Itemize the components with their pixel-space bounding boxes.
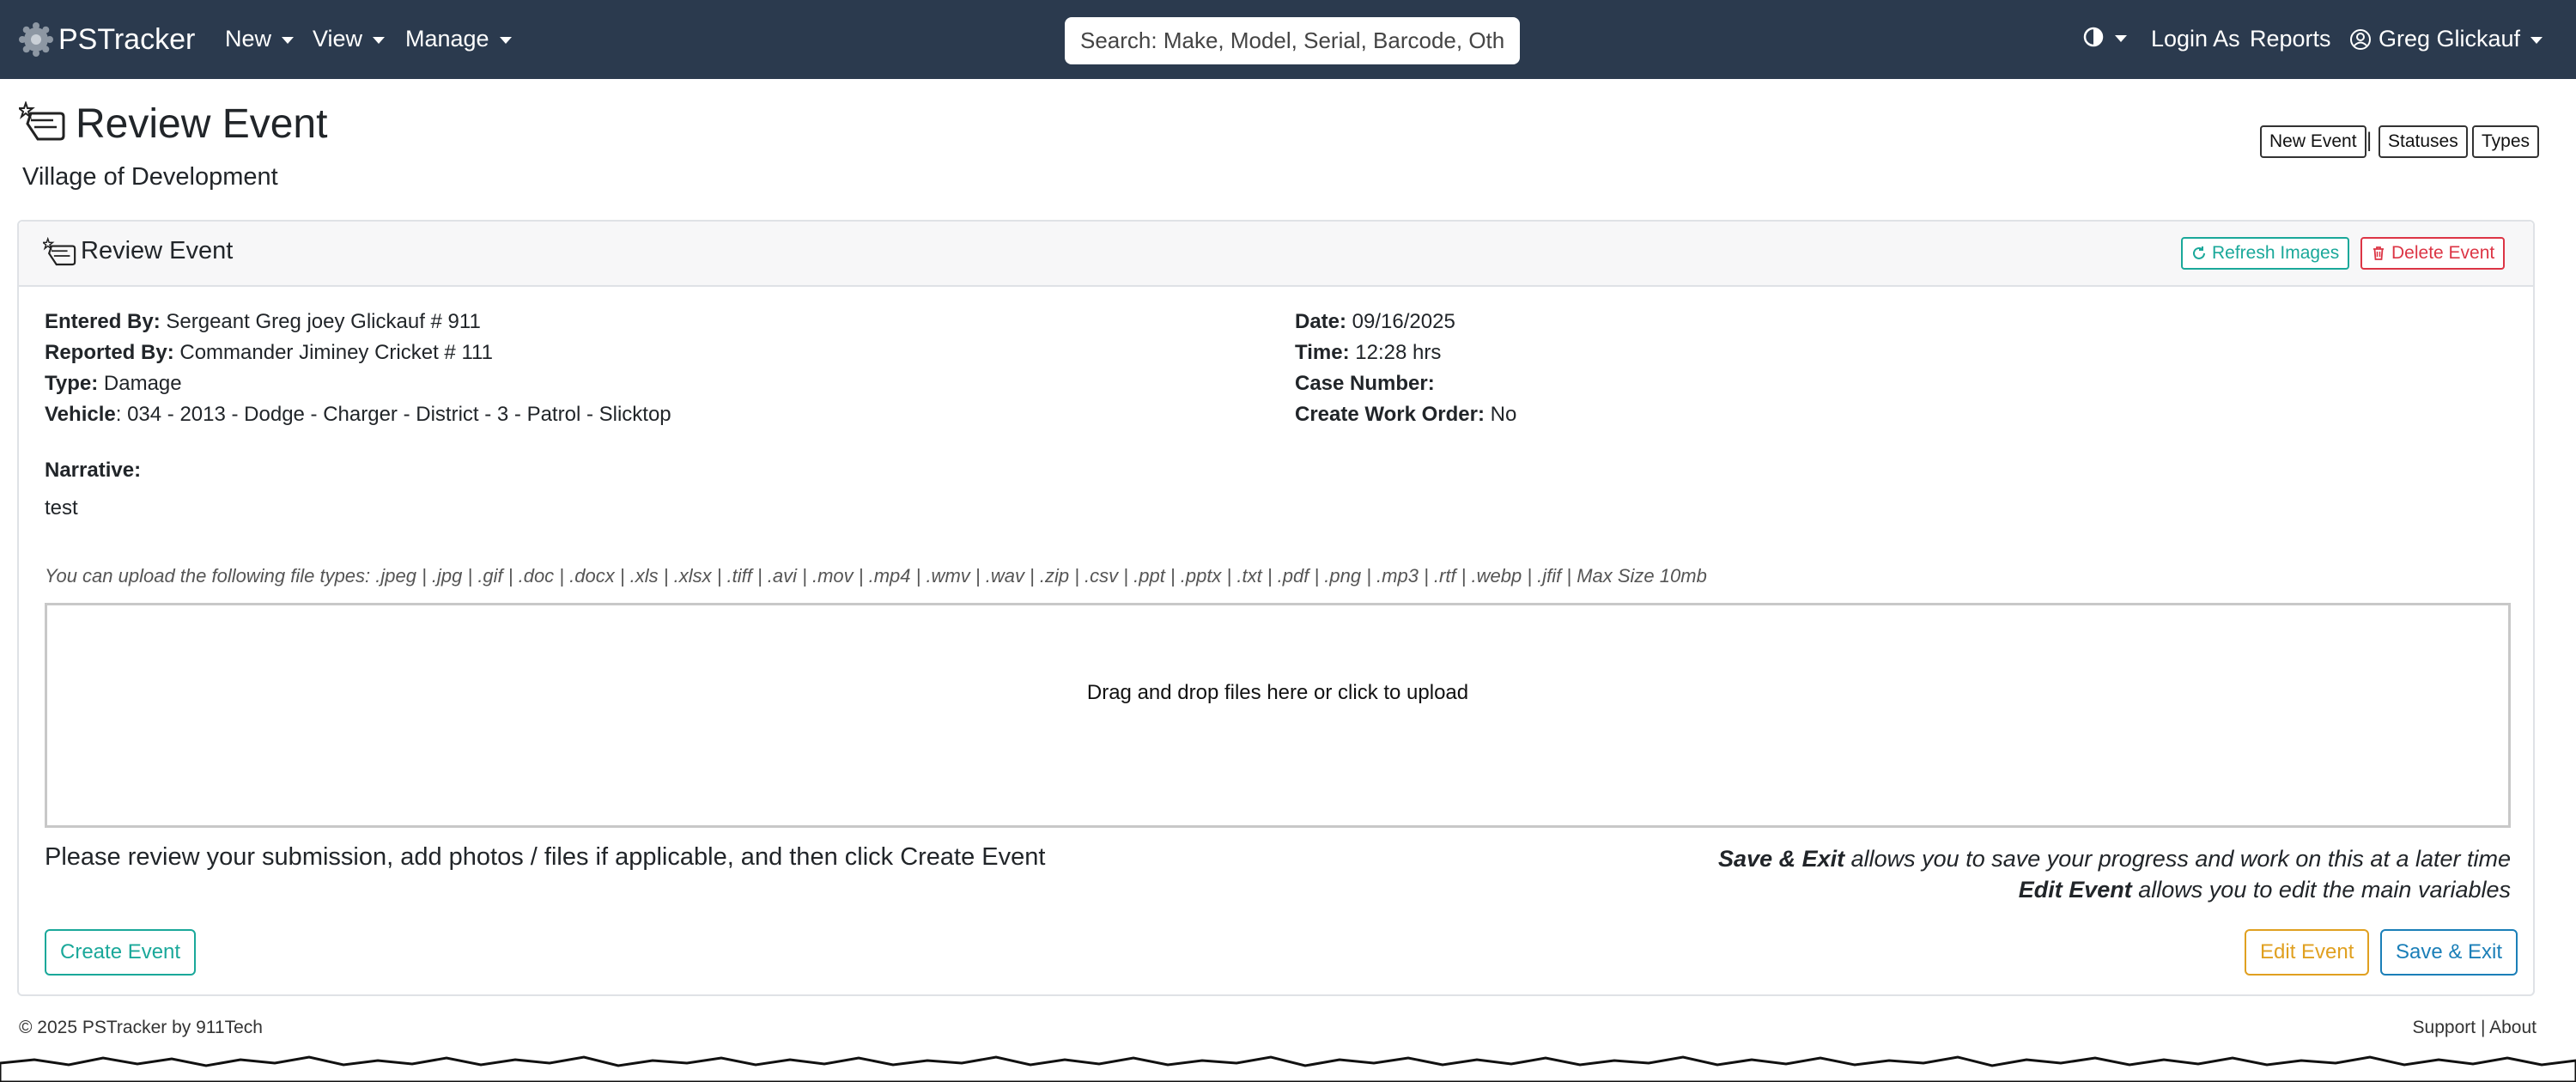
date-row xyxy=(1295,309,1455,335)
nav-new-label: New xyxy=(225,26,272,52)
edit-event-button[interactable]: Edit Event xyxy=(2245,929,2369,976)
file-dropzone[interactable] xyxy=(45,603,2511,828)
refresh-icon xyxy=(2191,246,2207,261)
detail-value: : 034 - 2013 - Dodge - Charger - District - 3 - Patrol - Slicktop xyxy=(115,403,671,426)
footer-links xyxy=(2413,1018,2537,1038)
agency-name: Village of Development xyxy=(22,163,278,191)
type-row xyxy=(45,371,182,397)
refresh-images-label: Refresh Images xyxy=(2212,243,2340,263)
entered-by-row xyxy=(45,309,481,335)
trash-icon xyxy=(2371,246,2386,261)
about-link[interactable]: About xyxy=(2489,1018,2537,1037)
narrative-text: test xyxy=(45,496,78,520)
detail-label: Create Work Order: xyxy=(1295,403,1485,426)
search-input[interactable] xyxy=(1065,17,1520,64)
nav-manage-dropdown[interactable] xyxy=(405,26,512,52)
brand-link[interactable] xyxy=(19,19,195,60)
user-circle-icon xyxy=(2349,28,2372,51)
brand-name: PSTracker xyxy=(58,22,196,56)
top-navbar xyxy=(0,0,2576,79)
action-notes xyxy=(1718,843,2511,905)
event-icon xyxy=(19,101,67,141)
allowed-file-types: You can upload the following file types: .jpeg | .jpg | .gif | .doc | .docx | .xls | .xlsx | .tiff | .avi | .mov | .mp4 | .wmv | .wav | .zip | .csv | .ppt | .pptx | .txt | .pdf | .png | .mp3 | .rtf | .webp | .jfif | Max Size 10mb xyxy=(45,565,1707,587)
detail-value: Commander Jiminey Cricket # 111 xyxy=(173,341,493,364)
nav-view-label: View xyxy=(313,26,363,52)
vehicle-row xyxy=(45,402,671,428)
detail-value: No xyxy=(1484,403,1517,426)
user-name: Greg Glickauf xyxy=(2379,26,2521,52)
footer-separator: | xyxy=(2480,1018,2486,1037)
detail-label: Reported By: xyxy=(45,341,174,364)
reported-by-row xyxy=(45,340,493,366)
button-separator: | xyxy=(2366,129,2372,152)
chevron-down-icon xyxy=(282,37,294,44)
detail-value: 09/16/2025 xyxy=(1346,310,1455,333)
dropzone-text: Drag and drop files here or click to upload xyxy=(1086,681,1469,704)
page-title: Review Event xyxy=(76,101,328,147)
review-instructions: Please review your submission, add photos / files if applicable, and then click Create Event xyxy=(45,843,1046,871)
chevron-down-icon xyxy=(500,37,512,44)
chevron-down-icon xyxy=(2530,37,2543,44)
types-button[interactable]: Types xyxy=(2472,125,2539,158)
refresh-images-button[interactable] xyxy=(2181,237,2349,270)
save-exit-note xyxy=(1718,843,2511,874)
nav-view-dropdown[interactable] xyxy=(313,26,385,52)
delete-event-button[interactable] xyxy=(2360,237,2505,270)
event-icon xyxy=(43,237,77,266)
reports-link[interactable]: Reports xyxy=(2250,26,2331,52)
delete-event-label: Delete Event xyxy=(2391,243,2495,263)
detail-value: 12:28 hrs xyxy=(1349,341,1442,364)
footer-copyright: © 2025 PSTracker by 911Tech xyxy=(19,1018,263,1037)
chevron-down-icon xyxy=(2115,35,2127,42)
chevron-down-icon xyxy=(373,37,385,44)
login-as-link[interactable]: Login As xyxy=(2151,26,2240,52)
note-text: allows you to save your progress and work on this at a later time xyxy=(1844,846,2511,872)
time-row xyxy=(1295,340,1441,366)
statuses-button[interactable]: Statuses xyxy=(2379,125,2468,158)
nav-new-dropdown[interactable] xyxy=(225,26,294,52)
work-order-row xyxy=(1295,402,1516,428)
note-text: allows you to edit the main variables xyxy=(2131,877,2511,903)
detail-label: Time: xyxy=(1295,341,1350,364)
card-title: Review Event xyxy=(81,237,234,264)
badge-logo-icon xyxy=(19,22,53,57)
card-header xyxy=(19,222,2533,287)
detail-label: Vehicle xyxy=(45,403,116,426)
detail-label: Date: xyxy=(1295,310,1347,333)
detail-label: Entered By: xyxy=(45,310,161,333)
note-emphasis: Edit Event xyxy=(2018,877,2132,903)
torn-edge xyxy=(0,1048,2576,1082)
note-emphasis: Save & Exit xyxy=(1718,846,1845,872)
detail-value: Damage xyxy=(98,372,182,395)
detail-label: Type: xyxy=(45,372,99,395)
nav-manage-label: Manage xyxy=(405,26,489,52)
user-menu-dropdown[interactable] xyxy=(2349,26,2543,52)
contrast-icon xyxy=(2082,26,2105,48)
detail-label: Case Number: xyxy=(1295,372,1435,395)
create-event-button[interactable]: Create Event xyxy=(45,929,196,976)
support-link[interactable]: Support xyxy=(2412,1018,2476,1037)
detail-value: Sergeant Greg joey Glickauf # 911 xyxy=(160,310,481,333)
review-event-card xyxy=(17,220,2535,996)
theme-toggle-dropdown[interactable] xyxy=(2082,26,2127,48)
case-number-row xyxy=(1295,371,1435,397)
new-event-button[interactable]: New Event xyxy=(2260,125,2366,158)
save-exit-button[interactable]: Save & Exit xyxy=(2380,929,2518,976)
edit-event-note xyxy=(1718,874,2511,905)
narrative-label: Narrative: xyxy=(45,459,142,482)
